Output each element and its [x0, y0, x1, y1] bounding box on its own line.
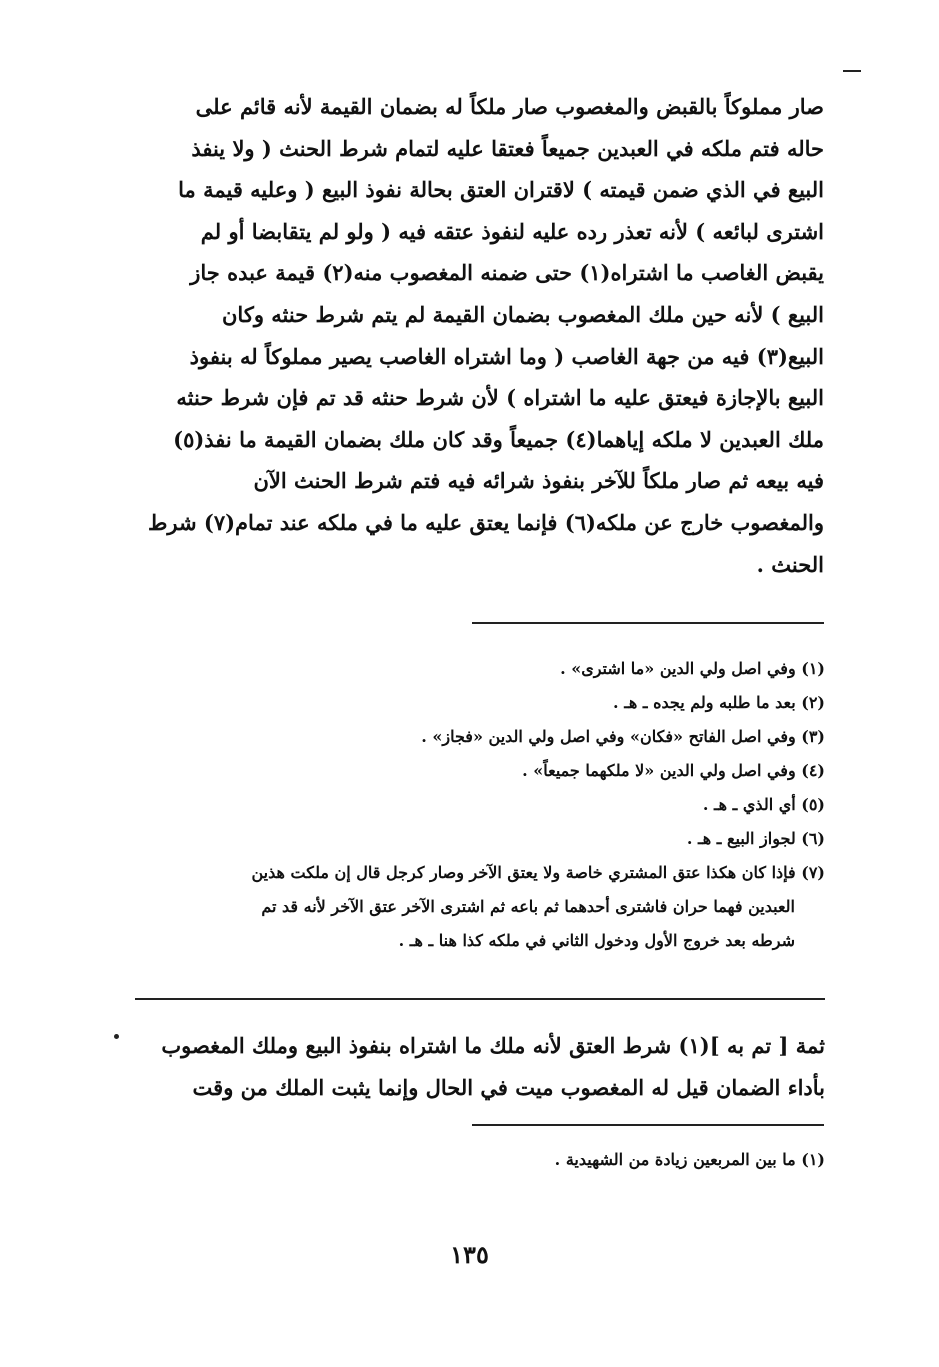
text-line: البيع ) لأنه حين ملك المغصوب بضمان القيمة لم يتم شرط حنثه وكان	[222, 301, 824, 327]
text-line: اشترى لبائعه ) لأنه تعذر رده عليه لنفوذ عتقه فيه ( ولو لم يتقابضا أو لم	[200, 218, 824, 244]
footnote-separator	[472, 622, 824, 624]
text-line: البيع(٣) فيه من جهة الغاصب ( وما اشتراه الغاصب يصير مملوكاً له بنفوذ	[189, 343, 824, 369]
footnote: (٢) بعد ما طلبه ولم يجده ـ هـ .	[613, 693, 825, 712]
footnote-separator	[472, 1124, 824, 1126]
footnote: (١) ما بين المربعين زيادة من الشهيدية .	[554, 1150, 825, 1169]
text-line: حاله فتم ملكه في العبدين جميعاً فعتقا عليه لتمام شرط الحنث ( ولا ينفذ	[191, 135, 824, 161]
footnote-continuation: العبدين فهما حران فاشترى أحدهما ثم باعه ثم اشترى الآخر عتق الآخر لأنه قد تم	[261, 897, 795, 916]
bottom-footnote-section	[135, 1143, 825, 1177]
margin-dot	[114, 1034, 119, 1039]
bottom-paragraph	[135, 1025, 825, 1108]
footnote: (٧) فإذا كان هكذا عتق المشتري خاصة ولا يعتق الآخر وصار كرجل قال إن ملكت هذين	[251, 863, 825, 882]
text-line: والمغصوب خارج عن ملكه(٦) فإنما يعتق عليه ما في ملكه عند تمام(٧) شرط	[147, 509, 824, 535]
text-line: الحنث .	[756, 551, 824, 577]
text-line: صار مملوكاً بالقبض والمغصوب صار ملكاً له بضمان القيمة لأنه قائم على	[195, 94, 824, 119]
text-line: ثمة [ تم به ](١) شرط العتق لأنه ملك ما اشتراه بنفوذ البيع وملك المغصوب	[161, 1033, 825, 1058]
text-line: بأداء الضمان قيل له المغصوب ميت في الحال وإنما يثبت الملك من وقت	[192, 1074, 825, 1100]
footnote-continuation: شرطه بعد خروج الأول ودخول الثاني في ملكه كذا هنا ـ هـ .	[398, 931, 795, 950]
section-separator	[135, 998, 825, 1000]
footnote: (١) وفي اصل ولي الدين «ما اشترى» .	[560, 659, 825, 678]
footnotes-section	[135, 652, 825, 958]
footnote: (٣) وفي اصل الفاتح «فكان» وفي اصل ولي الدين «فجاز» .	[421, 727, 825, 746]
main-paragraph	[140, 86, 824, 585]
corner-mark	[843, 70, 861, 72]
footnote: (٤) وفي اصل ولي الدين «لا ملكهما جميعاً» .	[522, 761, 825, 780]
text-line: البيع بالإجازة فيعتق عليه ما اشتراه ) لأن شرط حنثه قد تم فإن شرط حنثه	[176, 385, 824, 411]
page-number: ١٣٥	[450, 1240, 489, 1269]
footnote: (٥) أي الذي ـ هـ .	[702, 795, 825, 814]
text-line: يقبض الغاصب ما اشتراه(١) حتى ضمنه المغصوب منه(٢) قيمة عبده جاز	[190, 260, 824, 286]
text-line: فيه بيعه ثم صار ملكاً للآخر بنفوذ شرائه فيه فتم شرط الحنث الآن	[253, 468, 824, 494]
text-line: ملك العبدين لا ملكه إياهما(٤) جميعاً وقد كان ملك بضمان القيمة ما نفذ(٥)	[173, 426, 824, 452]
footnote: (٦) لجواز البيع ـ هـ .	[686, 829, 825, 848]
text-line: البيع في الذي ضمن قيمته ) لاقتران العتق بحالة نفوذ البيع ( وعليه قيمة ما	[178, 177, 824, 203]
